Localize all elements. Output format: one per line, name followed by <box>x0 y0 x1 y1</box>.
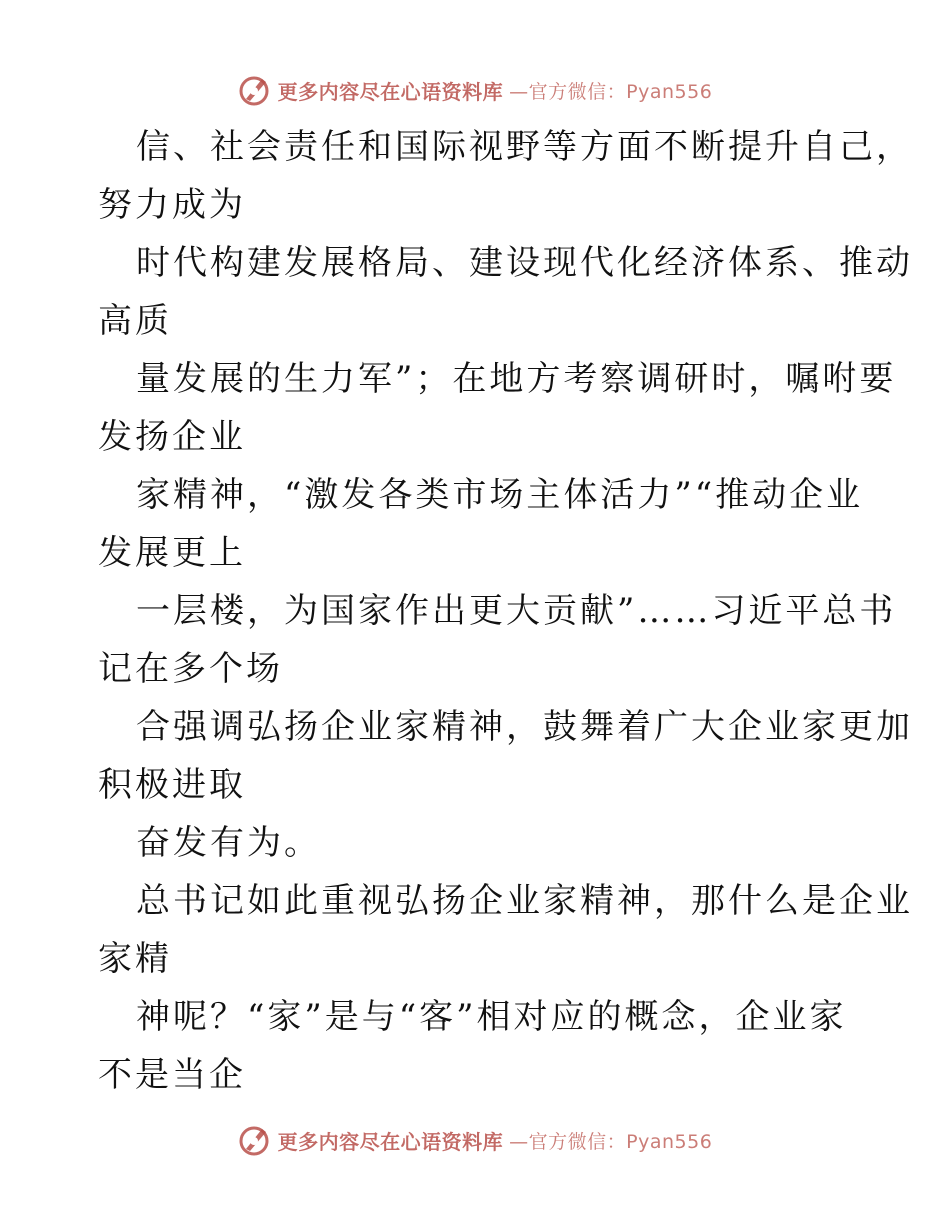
watermark-main-text: 更多内容尽在心语资料库 <box>277 1129 504 1154</box>
text-line-17: 不是当企 <box>98 1055 246 1095</box>
footer-watermark <box>0 1120 950 1160</box>
quill-seal-icon <box>238 73 272 107</box>
text-line-1: 信、社会责任和国际视野等方面不断提升自己， <box>136 127 913 167</box>
text-line-2: 努力成为 <box>98 185 246 225</box>
text-line-14: 总书记如此重视弘扬企业家精神，那什么是企业 <box>136 881 913 921</box>
text-line-6: 发扬企业 <box>98 417 246 457</box>
text-line-9: 一层楼，为国家作出更大贡献”……习近平总书 <box>136 591 897 631</box>
watermark-sub-text: —官方微信：Pyan556 <box>509 1130 713 1153</box>
text-line-13: 奋发有为。 <box>136 823 321 863</box>
text-line-8: 发展更上 <box>98 533 246 573</box>
text-line-4: 高质 <box>98 301 172 341</box>
header-watermark <box>0 70 950 110</box>
watermark-main-text: 更多内容尽在心语资料库 <box>277 79 504 104</box>
text-line-11: 合强调弘扬企业家精神，鼓舞着广大企业家更加 <box>136 707 913 747</box>
document-body <box>98 118 913 1104</box>
text-line-10: 记在多个场 <box>98 649 283 689</box>
text-line-3: 时代构建发展格局、建设现代化经济体系、推动 <box>136 243 913 283</box>
quill-seal-icon <box>238 1123 272 1157</box>
text-line-7: 家精神，“激发各类市场主体活力”“推动企业 <box>136 475 864 515</box>
watermark-sub-text: —官方微信：Pyan556 <box>509 80 713 103</box>
text-line-15: 家精 <box>98 939 172 979</box>
text-line-5: 量发展的生力军”；在地方考察调研时，嘱咐要 <box>136 359 897 399</box>
text-line-16: 神呢？“家”是与“客”相对应的概念，企业家 <box>136 997 847 1037</box>
text-line-12: 积极进取 <box>98 765 246 805</box>
